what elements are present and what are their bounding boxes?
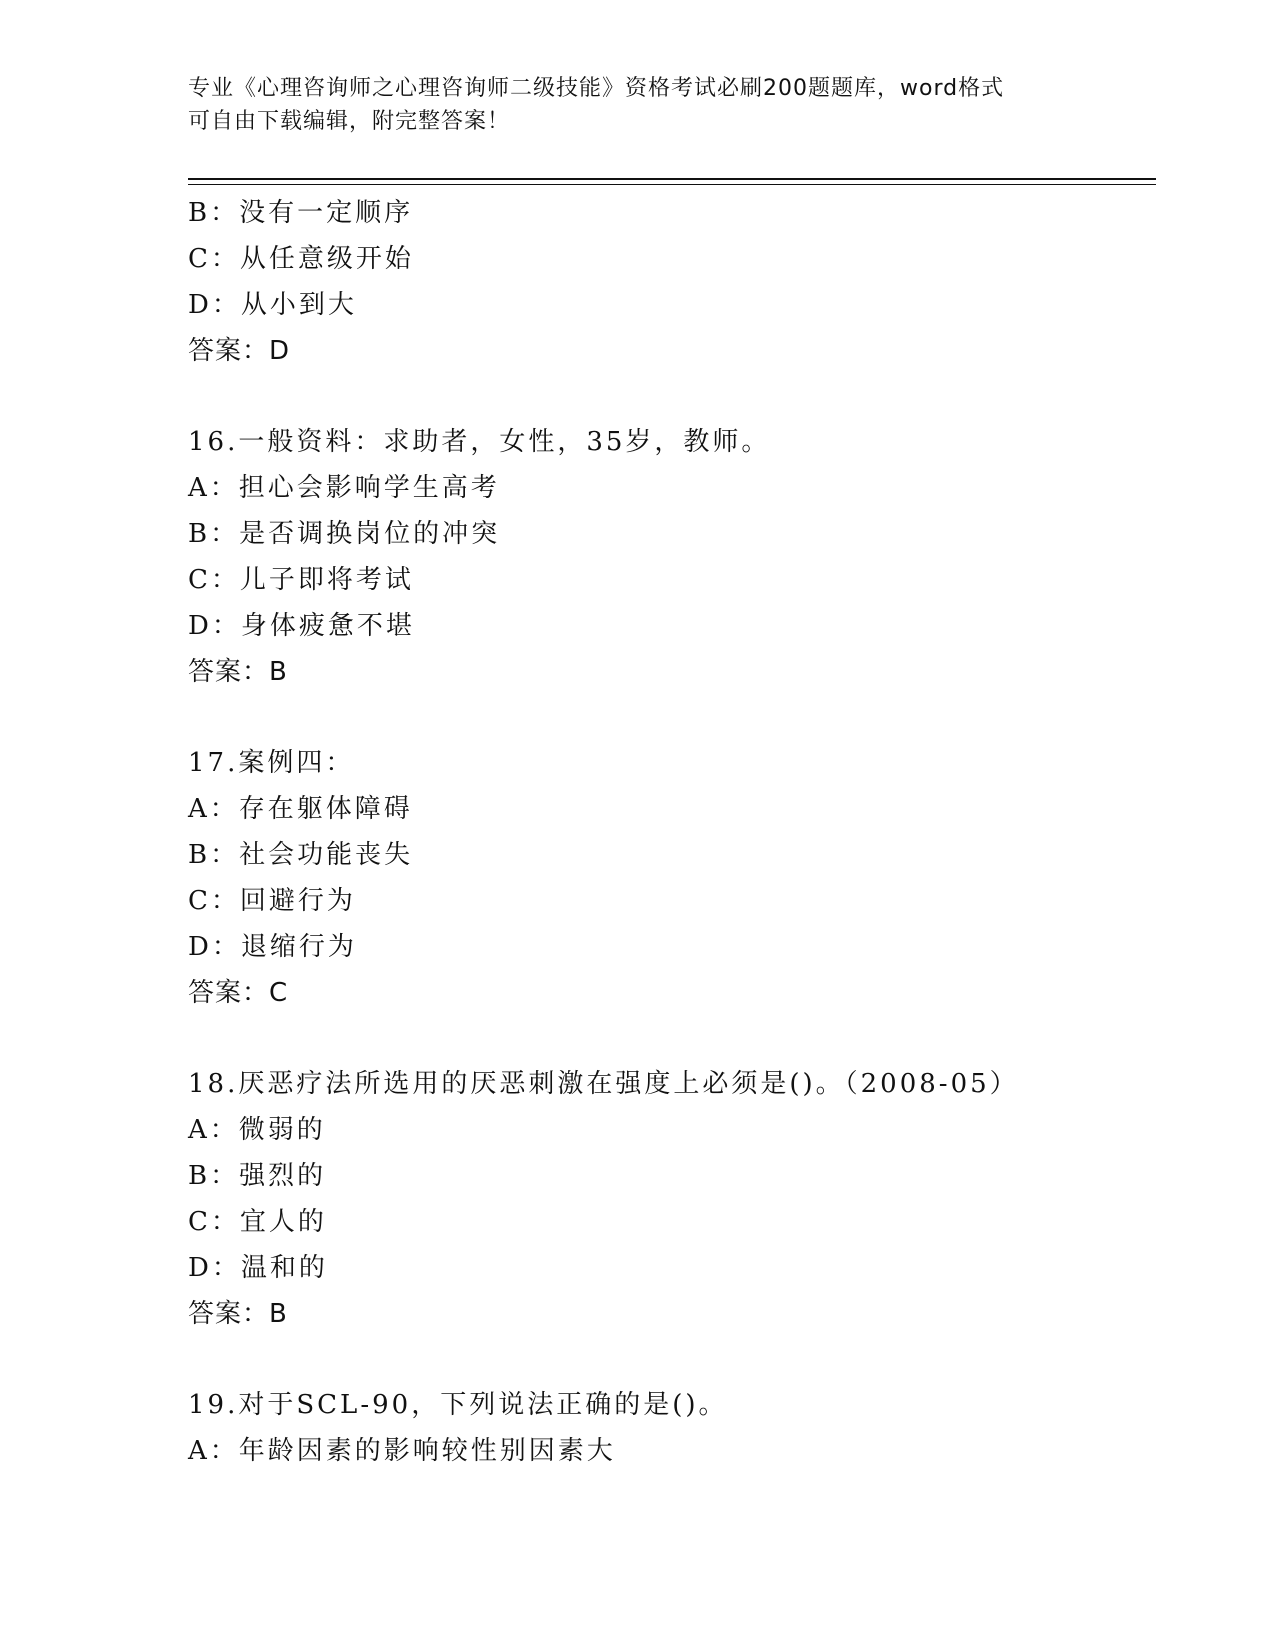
question-17	[188, 740, 1156, 1016]
option-d: D：退缩行为	[188, 932, 357, 962]
question-19	[188, 1382, 1156, 1474]
option-d: D：身体疲惫不堪	[188, 611, 415, 641]
option-a: A：微弱的	[188, 1115, 326, 1145]
question-stem: 17.案例四：	[188, 748, 355, 778]
header-line-2: 可自由下载编辑，附完整答案！	[188, 109, 511, 134]
option-b: B：没有一定顺序	[188, 198, 414, 228]
question-18	[188, 1061, 1156, 1337]
option-c: C：回避行为	[188, 886, 356, 916]
option-d: D：从小到大	[188, 290, 357, 320]
option-c: C：儿子即将考试	[188, 565, 414, 595]
question-stem: 19.对于SCL-90，下列说法正确的是()。	[188, 1390, 728, 1420]
answer-line: 答案：C	[188, 978, 289, 1008]
answer-line: 答案：B	[188, 1299, 288, 1329]
option-b: B：强烈的	[188, 1161, 327, 1191]
header-line-1: 专业《心理咨询师之心理咨询师二级技能》资格考试必刷200题题库，word格式	[188, 76, 1005, 101]
option-a: A：年龄因素的影响较性别因素大	[188, 1436, 616, 1466]
option-c: C：从任意级开始	[188, 244, 414, 274]
option-a: A：存在躯体障碍	[188, 794, 413, 824]
question-stem: 18.厌恶疗法所选用的厌恶刺激在强度上必须是()。（2008-05）	[188, 1069, 1019, 1099]
question-gap	[188, 1016, 1156, 1061]
option-b: B：社会功能丧失	[188, 840, 414, 870]
question-gap	[188, 1337, 1156, 1382]
option-c: C：宜人的	[188, 1207, 327, 1237]
option-d: D：温和的	[188, 1253, 328, 1283]
question-gap	[188, 374, 1156, 419]
answer-line: 答案：B	[188, 657, 288, 687]
header-divider-thin	[188, 184, 1156, 185]
question-16	[188, 419, 1156, 695]
question-list	[188, 190, 1156, 1474]
answer-line: 答案：D	[188, 336, 291, 366]
question-stem: 16.一般资料：求助者，女性，35岁，教师。	[188, 427, 771, 457]
question-15-continued	[188, 190, 1156, 374]
option-b: B：是否调换岗位的冲突	[188, 519, 501, 549]
option-a: A：担心会影响学生高考	[188, 473, 500, 503]
header-divider-thick	[188, 178, 1156, 180]
question-gap	[188, 695, 1156, 740]
document-header	[188, 72, 1088, 138]
